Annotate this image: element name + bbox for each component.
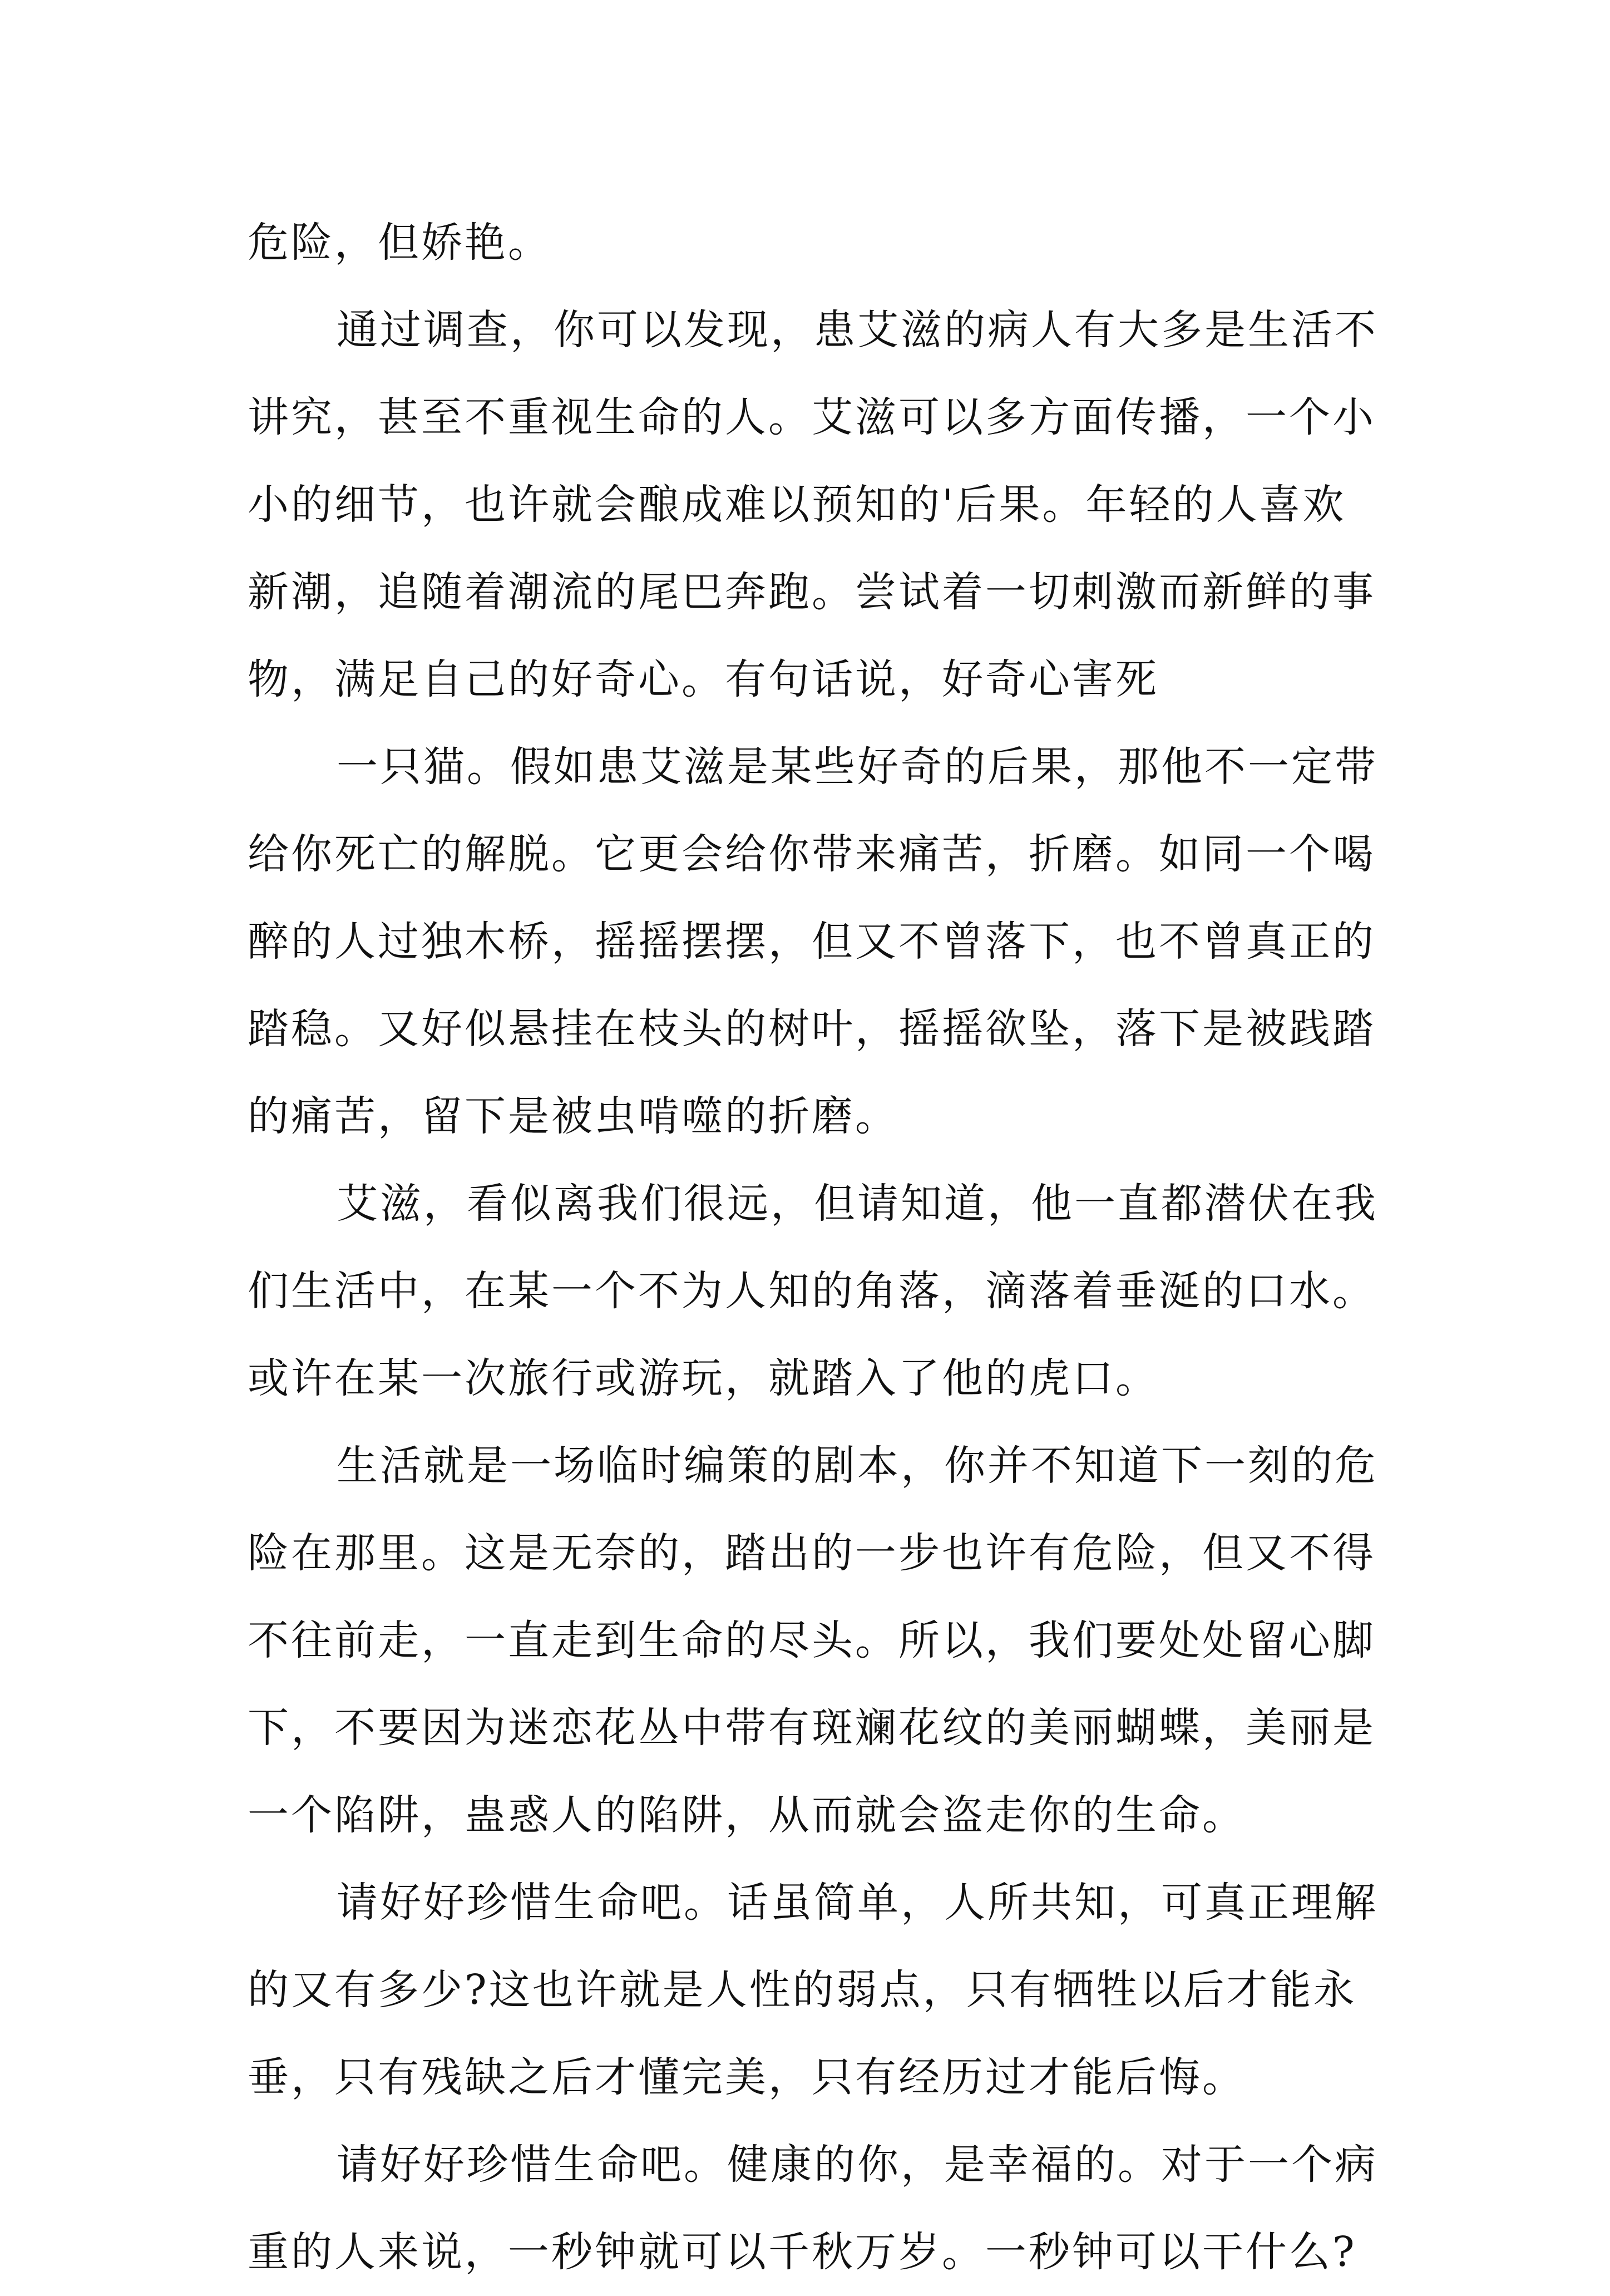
text-line: 一只猫。假如患艾滋是某些好奇的后果，那他不一定带 [337, 743, 1378, 791]
text-line: 小的细节，也许就会酿成难以预知的'后果。年轻的人喜欢 [248, 481, 1346, 529]
text-line: 生活就是一场临时编策的剧本，你并不知道下一刻的危 [337, 1442, 1378, 1490]
text-line: 讲究，甚至不重视生命的人。艾滋可以多方面传播，一个小 [248, 393, 1376, 441]
text-line: 踏稳。又好似悬挂在枝头的树叶，摇摇欲坠，落下是被践踏 [248, 1005, 1376, 1053]
text-line: 请好好珍惜生命吧。话虽简单，人所共知，可真正理解 [337, 1879, 1378, 1927]
text-line: 危险，但娇艳。 [248, 219, 551, 267]
text-line: 艾滋，看似离我们很远，但请知道，他一直都潜伏在我 [337, 1180, 1378, 1228]
text-line: 醉的人过独木桥，摇摇摆摆，但又不曾落下，也不曾真正的 [248, 918, 1376, 965]
text-line: 请好好珍惜生命吧。健康的你，是幸福的。对于一个病 [337, 2141, 1378, 2189]
text-line: 的又有多少?这也许就是人性的弱点，只有牺牲以后才能永 [248, 1966, 1357, 2014]
text-line: 给你死亡的解脱。它更会给你带来痛苦，折磨。如同一个喝 [248, 830, 1376, 878]
text-line: 下，不要因为迷恋花丛中带有斑斓花纹的美丽蝴蝶，美丽是 [248, 1704, 1376, 1752]
body-text [248, 199, 1378, 2296]
text-line: 新潮，追随着潮流的尾巴奔跑。尝试着一切刺激而新鲜的事 [248, 568, 1376, 616]
text-line: 险在那里。这是无奈的，踏出的一步也许有危险，但又不得 [248, 1529, 1376, 1577]
text-line: 或许在某一次旅行或游玩，就踏入了他的虎口。 [248, 1354, 1159, 1402]
text-line: 通过调查，你可以发现，患艾滋的病人有大多是生活不 [337, 306, 1378, 354]
text-line: 们生活中，在某一个不为人知的角落，滴落着垂涎的口水。 [248, 1267, 1376, 1315]
text-line: 一个陷阱，蛊惑人的陷阱，从而就会盗走你的生命。 [248, 1791, 1246, 1839]
text-line: 垂，只有残缺之后才懂完美，只有经历过才能后悔。 [248, 2053, 1246, 2101]
text-line: 的痛苦，留下是被虫啃噬的折磨。 [248, 1092, 898, 1140]
text-line: 物，满足自己的好奇心。有句话说，好奇心害死 [248, 656, 1159, 703]
text-line: 重的人来说，一秒钟就可以千秋万岁。一秒钟可以干什么? [248, 2228, 1357, 2276]
text-line: 不往前走，一直走到生命的尽头。所以，我们要处处留心脚 [248, 1617, 1376, 1664]
